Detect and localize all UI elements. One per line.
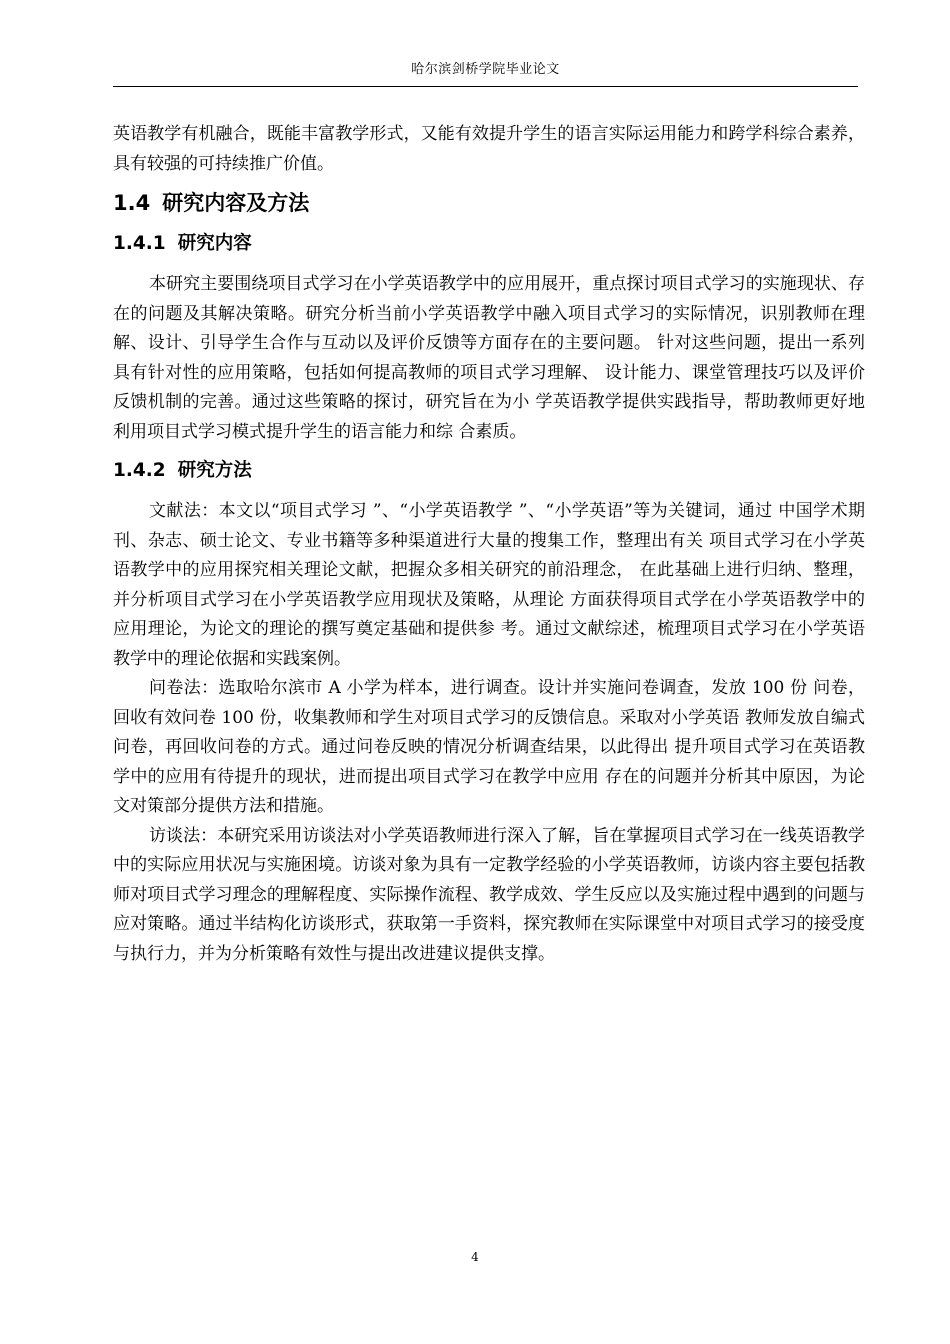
page-number: 4 bbox=[471, 1250, 479, 1264]
section-heading bbox=[113, 189, 865, 218]
subsection-title-methods: 研究方法 bbox=[177, 460, 252, 481]
interview-method-paragraph: 访谈法：本研究采用访谈法对小学英语教师进行深入了解，旨在掌握项目式学习在一线英语教学中的实际应用状况与实施困境。访谈对象为具有一定教学经验的小学英语教师，访谈内容主要包括教师对项目式学习理念的理解程度、实际操作流程、教学成效、学生反应以及实施过程中遇到的问题与应对策略。通过半结构化访谈形式，获取第一手资料，探究教师在实际课堂中对项目式学习的接受度与执行力，并为分析策略有效性与提出改进建议提供支撑。 bbox=[113, 825, 865, 964]
intro-continuation-paragraph: 英语教学有机融合，既能丰富教学形式，又能有效提升学生的语言实际运用能力和跨学科综合素养，具有较强的可持续推广价值。 bbox=[113, 124, 865, 174]
literature-method-paragraph: 文献法：本文以“项目式学习 ”、“小学英语教学 ”、“小学英语”等为关键词，通过 中国学术期刊、杂志、硕士论文、专业书籍等多种渠道进行大量的搜集工作，整理出有关 项目式学习在小学英语教学中的应用探究相关理论文献，把握众多相关研究的前沿理念， 在此基础上进行归纳、整理，并分析项目式学习在小学英语教学应用现状及策略，从理论 方面获得项目式学在小学英语教学中的应用理论，为论文的理论的撰写奠定基础和提供参 考。通过文献综述，梳理项目式学习在小学英语教学中的理论依据和实践案例。 bbox=[113, 501, 865, 669]
header-divider bbox=[113, 86, 858, 87]
page-body bbox=[113, 120, 865, 969]
subsection-number-methods: 1.4.2 bbox=[113, 460, 166, 481]
subsection-number-content: 1.4.1 bbox=[113, 233, 166, 254]
questionnaire-method-paragraph: 问卷法：选取哈尔滨市 A 小学为样本，进行调查。设计并实施问卷调查，发放 100 份 问卷，回收有效问卷 100 份，收集教师和学生对项目式学习的反馈信息。采取对小学英语 教师发放自编式问卷，再回收问卷的方式。通过问卷反映的情况分析调查结果，以此得出 提升项目式学习在英语教学中的应用有待提升的现状，进而提出项目式学习在教学中应用 存在的问题并分析其中原因，为论文对策部分提供方法和措施。 bbox=[113, 678, 865, 816]
subsection-heading-content bbox=[113, 230, 865, 257]
section-title: 研究内容及方法 bbox=[162, 191, 310, 215]
page-header-title: 哈尔滨剑桥学院毕业论文 bbox=[411, 62, 560, 77]
section-number: 1.4 bbox=[113, 191, 151, 215]
subsection-heading-methods bbox=[113, 457, 865, 484]
subsection-title-content: 研究内容 bbox=[177, 233, 252, 254]
research-content-paragraph: 本研究主要围绕项目式学习在小学英语教学中的应用展开，重点探讨项目式学习的实施现状、存在的问题及其解决策略。研究分析当前小学英语教学中融入项目式学习的实际情况，识别教师在理解、设计、引导学生合作与互动以及评价反馈等方面存在的主要问题。 针对这些问题，提出一系列具有针对性的应用策略，包括如何提高教师的项目式学习理解、 设计能力、课堂管理技巧以及评价反馈机制的完善。通过这些策略的探讨，研究旨在为小 学英语教学提供实践指导，帮助教师更好地利用项目式学习模式提升学生的语言能力和综 合素质。 bbox=[113, 274, 865, 442]
